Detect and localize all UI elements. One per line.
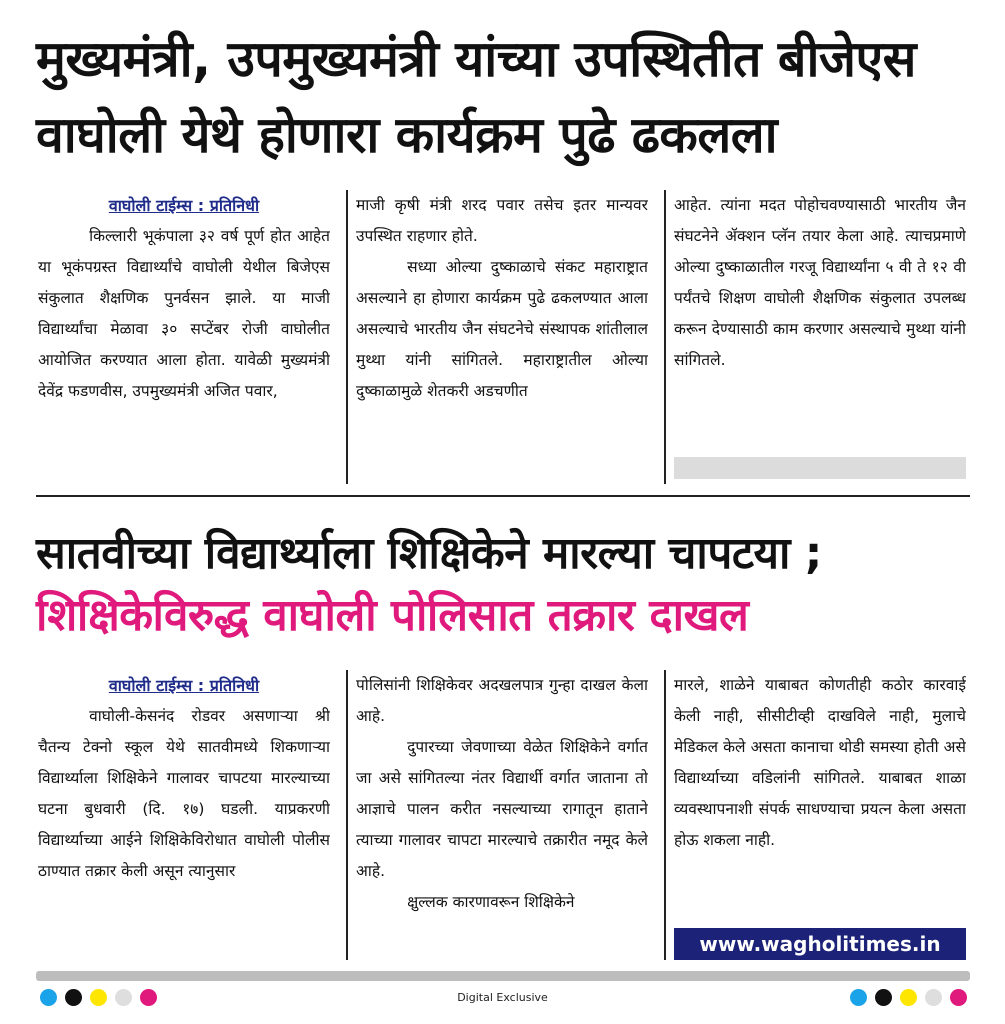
- story2-col2-paragraph-2: दुपारच्या जेवणाच्या वेळेत शिक्षिकेने वर्गात जा असे सांगितल्या नंतर विद्यार्थी वर्गात जाताना तो आज्ञाचे पालन करीत नसल्याच्या रागातून हाताने त्याच्या गालावर चापटा मारल्याचे तक्रारीत नमूद केले आहे.: [356, 738, 648, 880]
- story1-column-3: [674, 190, 966, 456]
- story1-col2-paragraph-1: माजी कृषी मंत्री शरद पवार तसेच इतर मान्यवर उपस्थित राहणार होते.: [356, 196, 648, 245]
- story2-col3-paragraph: मारले, शाळेने याबाबत कोणतीही कठोर कारवाई केली नाही, सीसीटीव्ही दाखविले नाही, मुलाचे मेडिकल केले असता कानाचा थोडी समस्या होती असे विद्यार्थ्याच्या वडिलांनी सांगितले. याबाबत शाळा व्यवस्थापनाशी संपर्क साधण्याचा प्रयत्न केला असता होऊ शकला नाही.: [674, 676, 966, 849]
- registration-marks-right: [850, 989, 967, 1006]
- story2-column-2: [356, 670, 648, 965]
- story2-headline-line1: सातवीच्या विद्यार्थ्याला शिक्षिकेने मारल्या चापटया ;: [36, 528, 822, 579]
- story2-column-1: [38, 670, 330, 965]
- magenta-dot-icon: [950, 989, 967, 1006]
- yellow-dot-icon: [900, 989, 917, 1006]
- story1-byline: वाघोली टाईम्स : प्रतिनिधी: [108, 196, 260, 215]
- story2-col2-paragraph-3: क्षुल्लक कारणावरून शिक्षिकेने: [407, 893, 575, 911]
- cyan-dot-icon: [850, 989, 867, 1006]
- black-dot-icon: [875, 989, 892, 1006]
- story2-byline: वाघोली टाईम्स : प्रतिनिधी: [108, 676, 260, 695]
- story1-col2-paragraph-2: सध्या ओल्या दुष्काळाचे संकट महाराष्ट्रात असल्याने हा होणारा कार्यक्रम पुढे ढकलण्यात आला असल्याचे भारतीय जैन संघटनेचे संस्थापक शांतीलाल मुथ्था यांनी सांगितले. महाराष्ट्रातील ओल्या दुष्काळामुळे शेतकरी अडचणीत: [356, 258, 648, 400]
- website-url[interactable]: www.wagholitimes.in: [674, 928, 966, 960]
- story2-col2-paragraph-1: पोलिसांनी शिक्षिकेवर अदखलपात्र गुन्हा दाखल केला आहे.: [356, 676, 648, 725]
- gray-dot-icon: [925, 989, 942, 1006]
- filler-box: [674, 457, 966, 479]
- column-divider: [346, 670, 348, 960]
- bottom-bar: [36, 971, 970, 981]
- story2-column-3: [674, 670, 966, 920]
- story1-column-1: [38, 190, 330, 490]
- story1-headline-line1: मुख्यमंत्री, उपमुख्यमंत्री यांच्या उपस्थितीत बीजेएस: [36, 30, 916, 88]
- column-divider: [664, 190, 666, 484]
- column-divider: [664, 670, 666, 960]
- column-divider: [346, 190, 348, 484]
- section-divider: [36, 495, 970, 497]
- footer-label: Digital Exclusive: [457, 991, 548, 1004]
- story1-col3-paragraph: आहेत. त्यांना मदत पोहोचवण्यासाठी भारतीय जैन संघटनेने ॲक्शन प्लॅन तयार केला आहे. त्याचप्रमाणे ओल्या दुष्काळातील गरजू विद्यार्थ्यांना ५ वी ते १२ वी पर्यंतचे शिक्षण वाघोली शैक्षणिक संकुलात उपलब्ध करून देण्यासाठी काम करणार असल्याचे मुथ्था यांनी सांगितले.: [674, 196, 966, 369]
- story1-headline-line2: वाघोली येथे होणारा कार्यक्रम पुढे ढकलला: [36, 106, 778, 164]
- story1-column-2: [356, 190, 648, 490]
- story1-col1-paragraph: किल्लारी भूकंपाला ३२ वर्ष पूर्ण होत आहेत या भूकंपग्रस्त विद्यार्थ्यांचे वाघोली येथील बिजेएस संकुलात शैक्षणिक पुनर्वसन झाले. या माजी विद्यार्थ्यांचा मेळावा ३० सप्टेंबर रोजी वाघोलीत आयोजित करण्यात आला होता. यावेळी मुख्यमंत्री देवेंद्र फडणवीस, उपमुख्यमंत्री अजित पवार,: [38, 227, 330, 400]
- story2-headline-line2: शिक्षिकेविरुद्ध वाघोली पोलिसात तक्रार दाखल: [36, 590, 749, 641]
- story2-col1-paragraph: वाघोली-केसनंद रोडवर असणाऱ्या श्री चैतन्य टेक्नो स्कूल येथे सातवीमध्ये शिकणाऱ्या विद्यार्थ्याला शिक्षिकेने गालावर चापटया मारल्याच्या घटना बुधवारी (दि. १७) घडली. याप्रकरणी विद्यार्थ्याच्या आईने शिक्षिकेविरोधात वाघोली पोलीस ठाण्यात तक्रार केली असून त्यानुसार: [38, 707, 330, 880]
